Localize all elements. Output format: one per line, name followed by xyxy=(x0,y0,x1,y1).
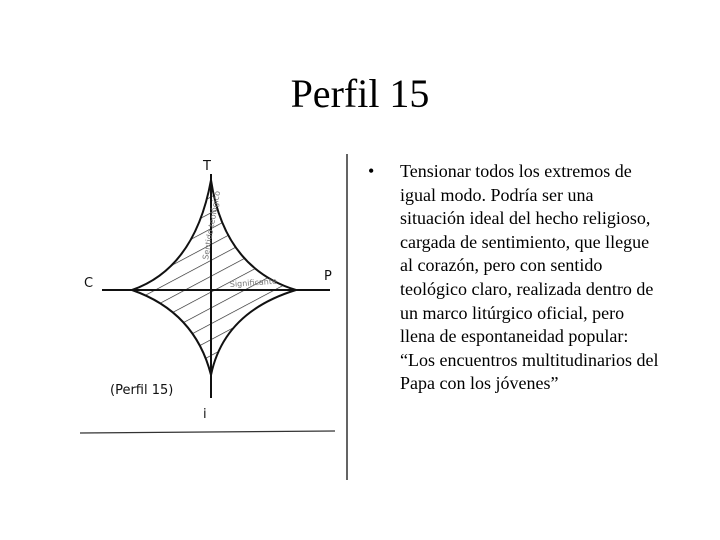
vertical-axis-label: Sentido teológico xyxy=(201,190,223,261)
bullet-item xyxy=(366,160,666,396)
label-top: T xyxy=(203,159,211,174)
label-right: P xyxy=(324,269,332,284)
profile-diagram xyxy=(60,150,360,490)
label-bottom: i xyxy=(203,407,207,422)
slide-title: Perfil 15 xyxy=(290,71,430,116)
page-divider-horizontal xyxy=(80,431,335,433)
horizontal-axis-label: Significante xyxy=(229,276,278,289)
bullet-icon: • xyxy=(368,161,375,181)
label-left: C xyxy=(84,276,94,291)
profile-diagram-svg xyxy=(60,150,360,490)
bullet-text: Tensionar todos los extremos de igual modo. Podría ser una situación ideal del hecho religioso, cargada de sentimiento, que llegue al corazón, pero con sentido teológico claro, realizada dentro de un marco litúrgico oficial, pero llena de espontaneidad popular: “Los encuentros multitudinarios del Papa con los jóvenes” xyxy=(400,161,659,394)
figure-caption: (Perfil 15) xyxy=(110,383,174,398)
content-area xyxy=(366,160,666,396)
